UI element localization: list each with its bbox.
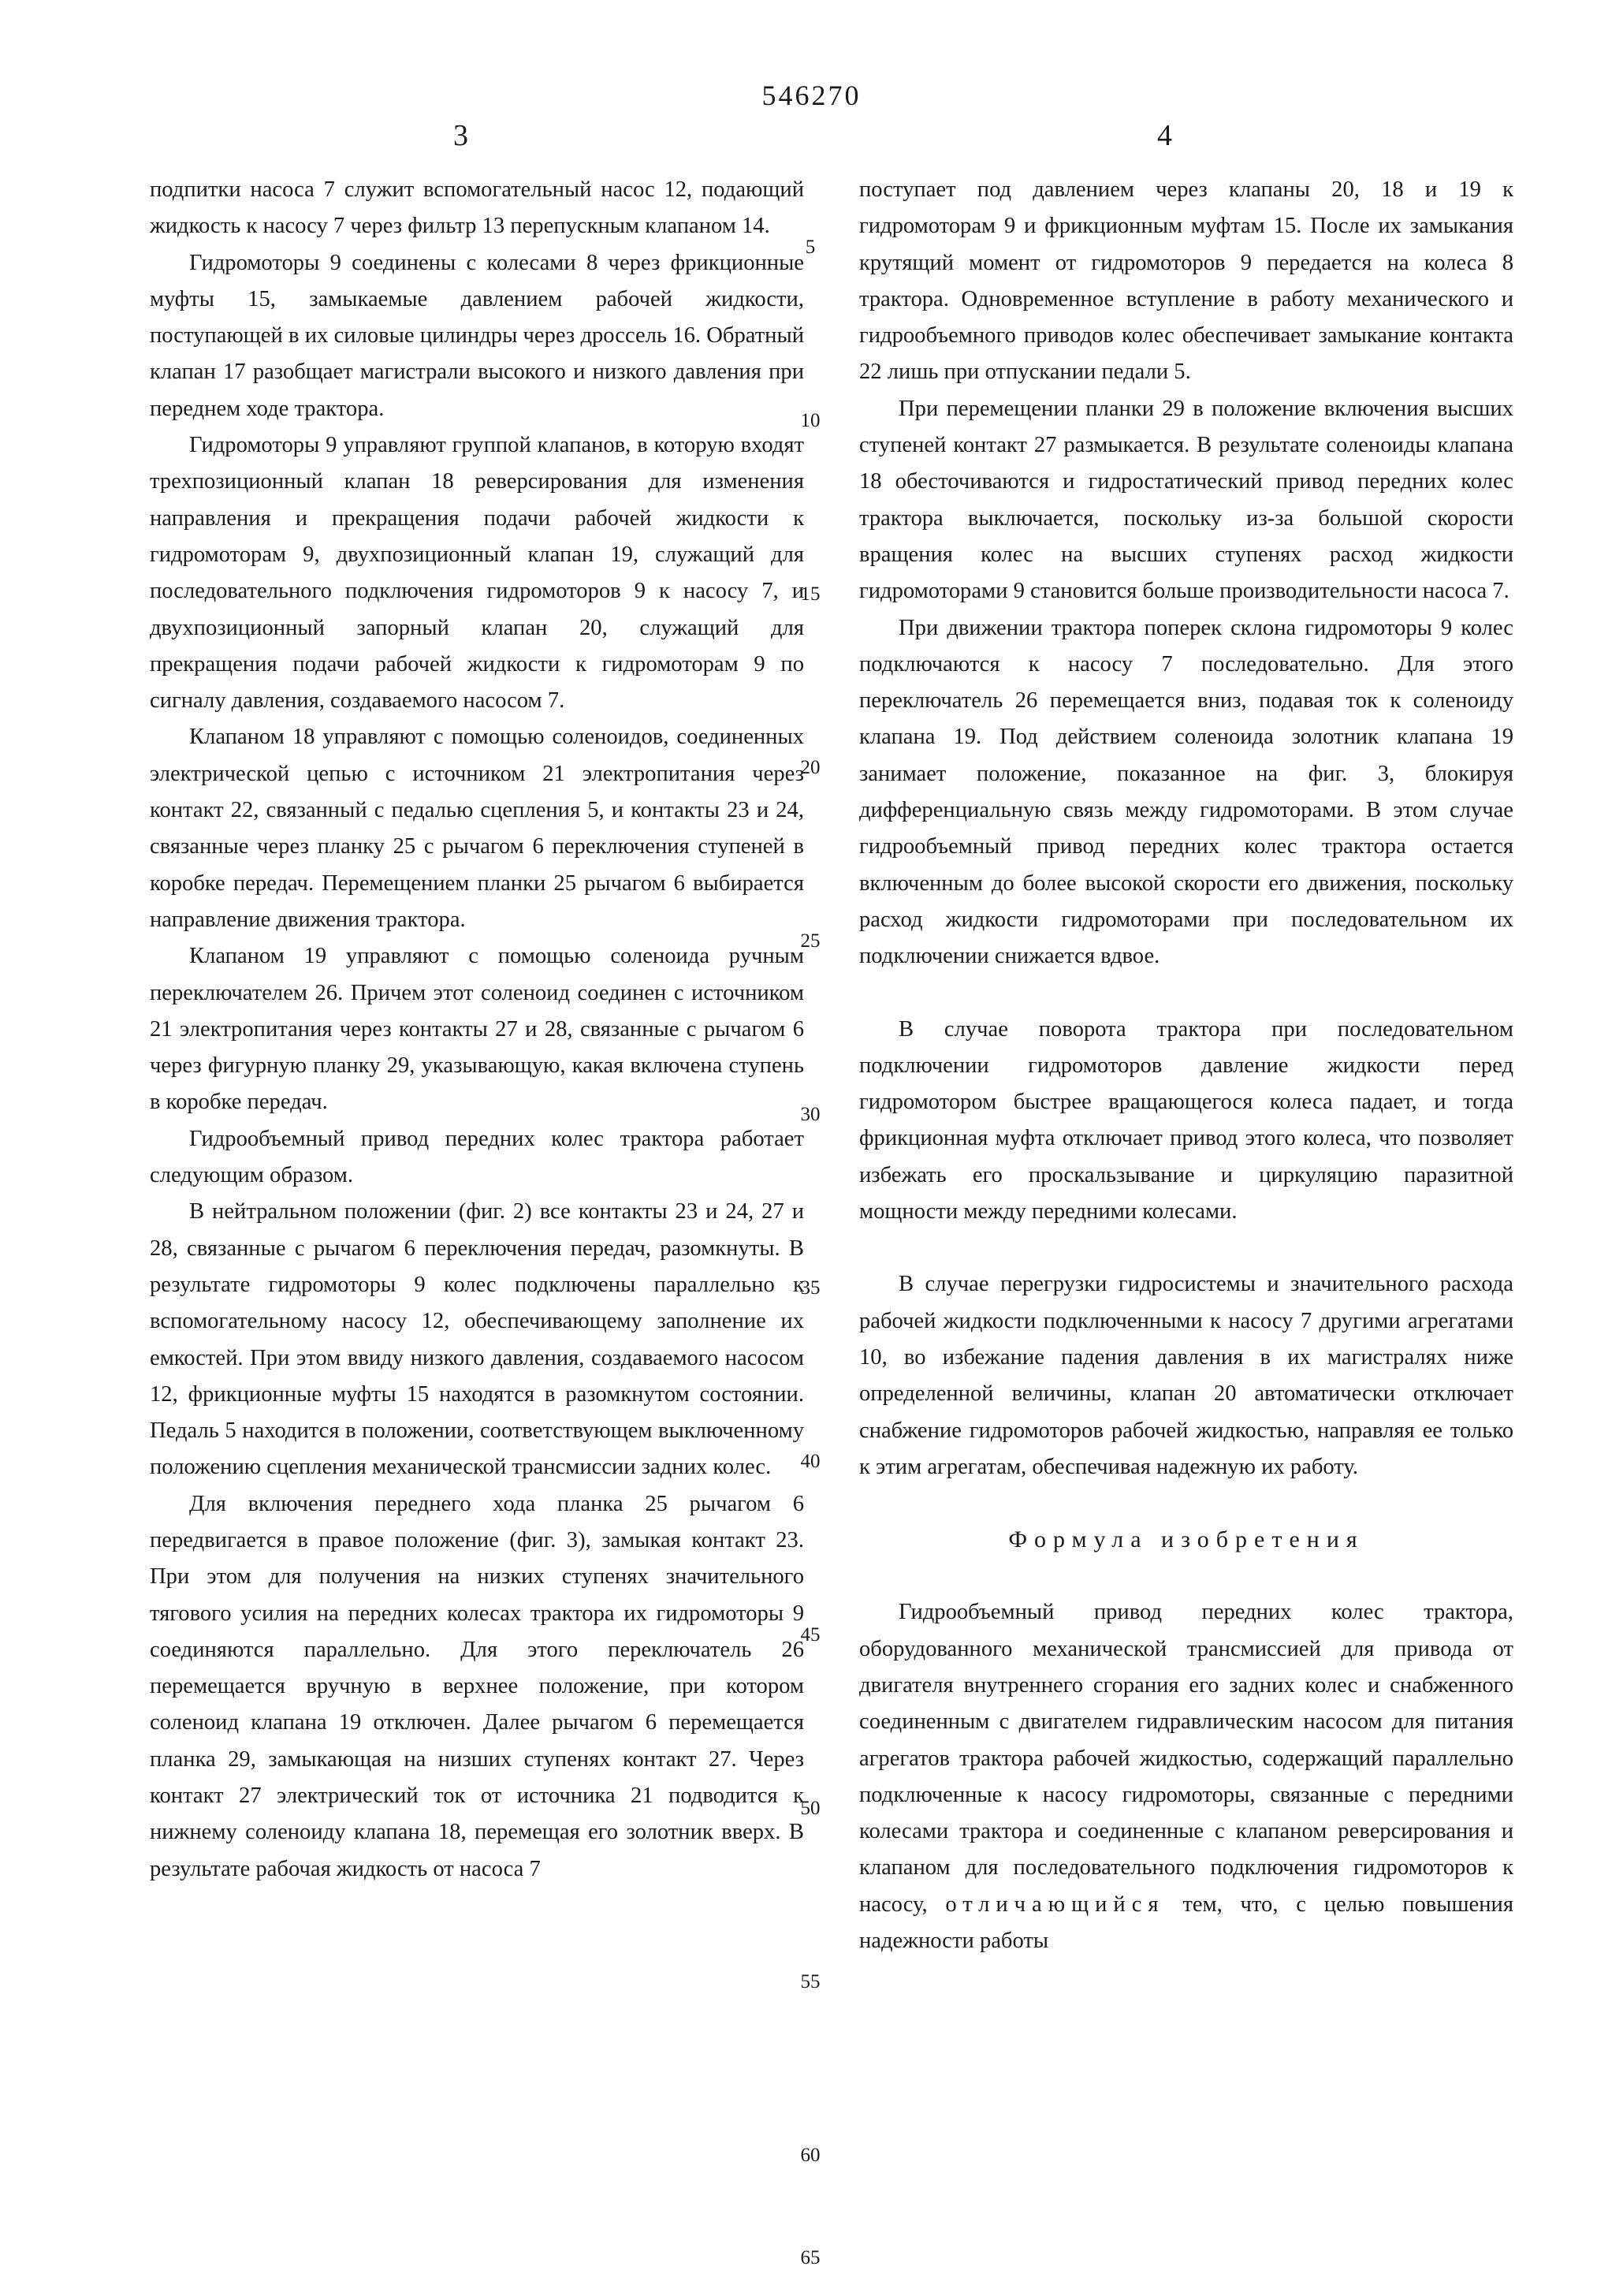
paragraph: При движении трактора поперек склона гидромоторы 9 колес подключаются к насосу 7 последовательно. Для этого переключатель 26 перемещается вниз, подавая ток к соленоиду клапана 19. Под действием соленоида золотник клапана 19 занимает положение, показанное на фиг. 3, блокируя дифференциальную связь между гидромоторами. В этом случае гидрообъемный привод передних колес трактора остается включенным до более высокой скорости его движения, поскольку расход жидкости гидромоторами при последовательном их подключении снижается вдвое. — [859, 615, 1513, 969]
page-number-right: 4 — [1157, 119, 1172, 152]
paragraph: поступает под давлением через клапаны 20, 18 и 19 к гидромоторам 9 и фрикционным муфтам 15. После их замыкания крутящий момент от гидромоторов 9 передается на колеса 8 трактора. Одновременное вступление в работу механического и гидрообъемного приводов колес обеспечивает замыкание контакта 22 лишь при отпускании педали 5. — [859, 177, 1513, 385]
line-number: 65 — [800, 2247, 821, 2268]
line-number: 10 — [800, 410, 821, 431]
claims-text-start: Гидрообъемный привод передних колес трактора, оборудованного механической трансмиссией для привода от двигателя внутреннего сгорания его задних колес и снабженного соединенным с двигателем гидравлическим насосом для питания агрегатов трактора рабочей жидкостью, содержащий параллельно подключенные к насосу гидромоторы, связанные с передними колесами трактора и соединенные с клапаном реверсирования и клапаном для последовательного подключения гидромоторов к насосу, — [859, 1600, 1513, 1917]
paragraph: подпитки насоса 7 служит вспомогательный насос 12, подающий жидкость к насосу 7 через фильтр 13 перепускным клапаном 14. — [150, 177, 804, 239]
paragraph: Клапаном 19 управляют с помощью соленоида ручным переключателем 26. Причем этот соленоид соединен с источником 21 электропитания через контакты 27 и 28, связанные с рычагом 6 через фигурную планку 29, указывающую, какая включена ступень в коробке передач. — [150, 944, 804, 1115]
claims-heading: Формула изобретения — [1008, 1526, 1364, 1553]
patent-number: 546270 — [761, 80, 862, 111]
line-number: 35 — [800, 1277, 821, 1299]
line-number: 60 — [800, 2145, 821, 2166]
paragraph: Гидромоторы 9 соединены с колесами 8 через фрикционные муфты 15, замыкаемые давлением рабочей жидкости, поступающей в их силовые цилиндры через дроссель 16. Обратный клапан 17 разобщает магистрали высокого и низкого давления при переднем ходе трактора. — [150, 250, 804, 421]
paragraph: Гидрообъемный привод передних колес трактора работает следующим образом. — [150, 1126, 804, 1188]
paragraph: При перемещении планки 29 в положение включения высших ступеней контакт 27 размыкается. В результате соленоиды клапана 18 обесточиваются и гидростатический привод передних колес трактора выключается, поскольку из-за большой скорости вращения колес на высших ступенях расход жидкости гидромоторами 9 становится больше производительности насоса 7. — [859, 396, 1513, 604]
line-number: 20 — [800, 757, 821, 778]
claims-text-end: тем, что, с целью повышения надежности работы — [859, 1892, 1513, 1954]
line-number: 55 — [800, 1971, 821, 1992]
claims-paragraph — [859, 1594, 1513, 1959]
paragraph: В нейтральном положении (фиг. 2) все контакты 23 и 24, 27 и 28, связанные с рычагом 6 переключения передач, разомкнуты. В результате гидромоторы 9 колес подключены параллельно к вспомогательному насосу 12, обеспечивающему заполнение их емкостей. При этом ввиду низкого давления, создаваемого насосом 12, фрикционные муфты 15 находятся в разомкнутом состоянии. Педаль 5 находится в положении, соответствующем выключенному положению сцепления механической трансмиссии задних колес. — [150, 1199, 804, 1480]
line-number: 30 — [800, 1104, 821, 1125]
line-number: 40 — [800, 1451, 821, 1472]
line-number: 5 — [805, 237, 816, 258]
line-number: 25 — [800, 930, 821, 952]
line-number: 15 — [800, 583, 821, 605]
paragraph: Клапаном 18 управляют с помощью соленоидов, соединенных электрической цепью с источником 21 электропитания через контакт 22, связанный с педалью сцепления 5, и контакты 23 и 24, связанные через планку 25 с рычагом 6 переключения ступеней в коробке передач. Перемещением планки 25 рычагом 6 выбирается направление движения трактора. — [150, 725, 804, 932]
paragraph: В случае перегрузки гидросистемы и значительного расхода рабочей жидкости подключенными к насосу 7 другими агрегатами 10, во избежание падения давления в их магистралях ниже определенной величины, клапан 20 автоматически отключает снабжение гидромоторов рабочей жидкостью, направляя ее только к этим агрегатам, обеспечивая надежную их работу. — [859, 1272, 1513, 1479]
paragraph: Гидромоторы 9 управляют группой клапанов, в которую входят трехпозиционный клапан 18 реверсирования для изменения направления и прекращения подачи рабочей жидкости к гидромоторам 9, двухпозиционный клапан 19, служащий для последовательного подключения гидромоторов 9 к насосу 7, и двухпозиционный запорный клапан 20, служащий для прекращения подачи рабочей жидкости к гидромоторам 9 по сигналу давления, создаваемого насосом 7. — [150, 433, 804, 714]
claims-spaced-term: отличающийся — [945, 1892, 1165, 1917]
line-number: 50 — [800, 1798, 821, 1819]
left-column — [150, 172, 804, 1888]
page-number-left: 3 — [453, 119, 468, 152]
right-column — [859, 172, 1513, 1959]
paragraph: Для включения переднего хода планка 25 рычагом 6 передвигается в правое положение (фиг. 3), замыкая контакт 23. При этом для получения на низких ступенях значительного тягового усилия на передних колесах трактора их гидромоторы 9 соединяются параллельно. Для этого переключатель 26 перемещается вручную в верхнее положение, при котором соленоид клапана 19 отключен. Далее рычагом 6 перемещается планка 29, замыкающая на низших ступенях контакт 27. Через контакт 27 электрический ток от источника 21 подводится к нижнему соленоиду клапана 18, перемещая его золотник вверх. В результате рабочая жидкость от насоса 7 — [150, 1491, 804, 1881]
line-number-margin — [785, 0, 836, 2296]
line-number: 45 — [800, 1624, 821, 1646]
paragraph: В случае поворота трактора при последовательном подключении гидромоторов давление жидкости перед гидромотором быстрее вращающегося колеса падает, и тогда фрикционная муфта отключает привод этого колеса, что позволяет избежать его проскальзывание и циркуляцию паразитной мощности между передними колесами. — [859, 1016, 1513, 1224]
